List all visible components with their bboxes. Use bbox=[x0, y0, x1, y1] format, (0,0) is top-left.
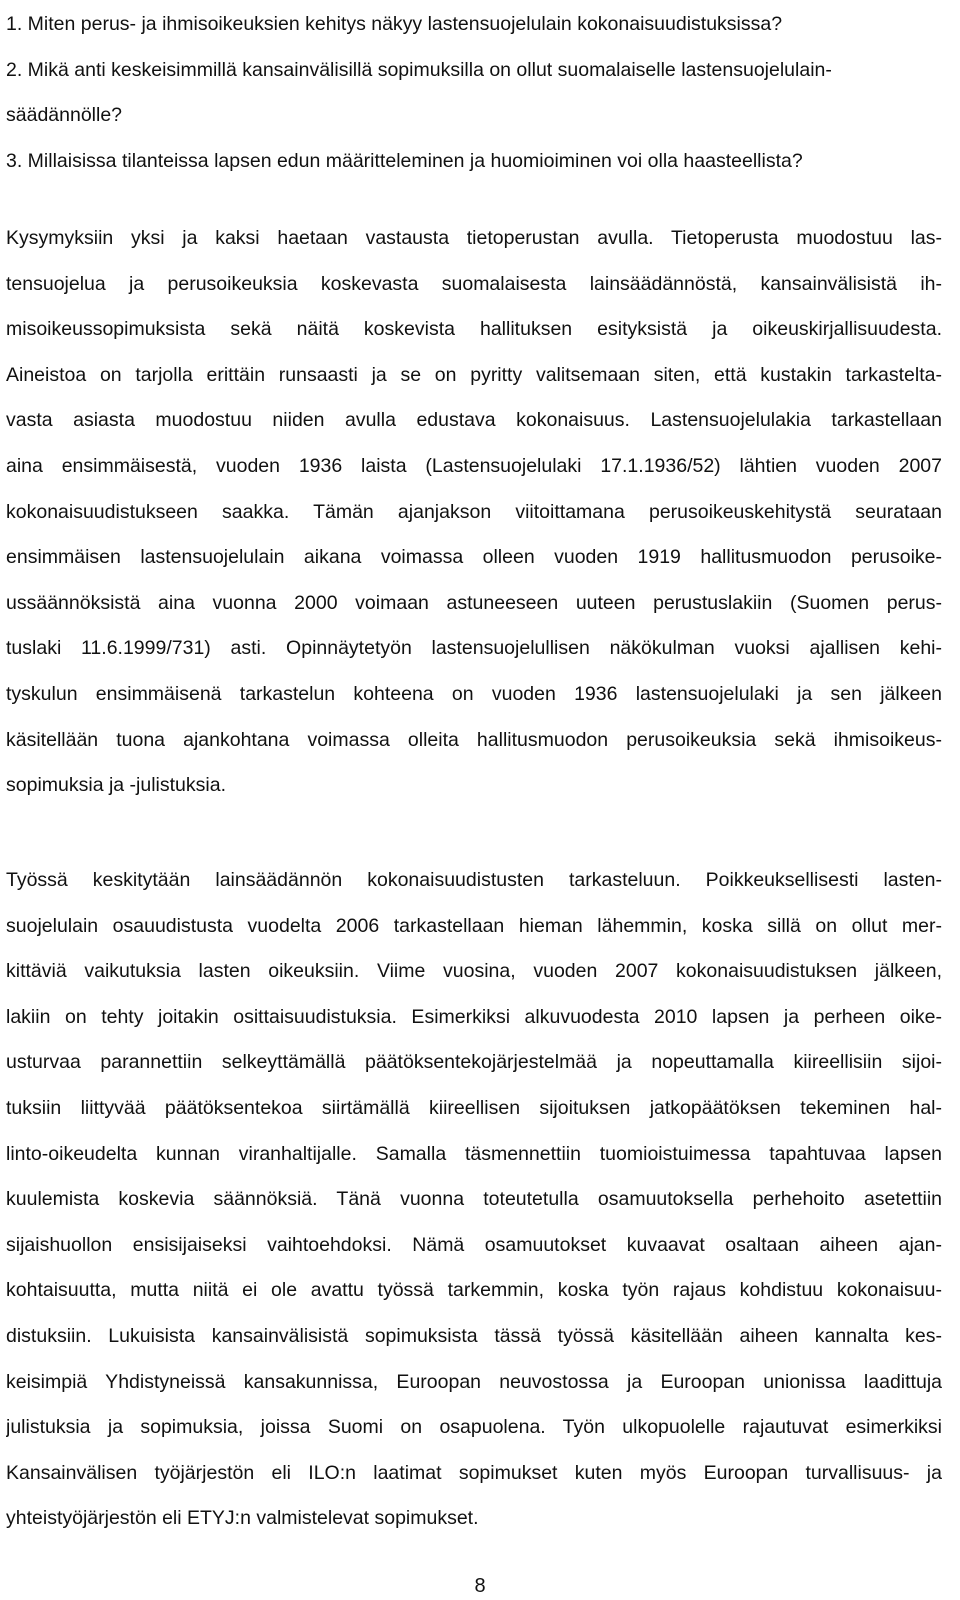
text-line: Kysymyksiin yksi ja kaksi haetaan vastausta tietoperustan avulla. Tietoperusta muodostuu las- bbox=[6, 227, 942, 249]
text-line: yhteistyöjärjestön eli ETYJ:n valmistelevat sopimukset. bbox=[6, 1507, 479, 1530]
research-questions bbox=[6, 2, 941, 184]
text-line: distuksiin. Lukuisista kansainvälisistä sopimuksista tässä työssä käsitellään aiheen kannalta kes- bbox=[6, 1324, 942, 1347]
text-line: sijaishuollon ensisijaiseksi vaihtoehdoksi. Nämä osamuutokset kuvaavat osaltaan aiheen ajan- bbox=[6, 1233, 942, 1256]
text-line: Aineistoa on tarjolla erittäin runsaasti ja se on pyritty valitsemaan siten, että kustakin tarkastelta- bbox=[6, 363, 942, 386]
text-line: kittäviä vaikutuksia lasten oikeuksiin. Viime vuosina, vuoden 2007 kokonaisuudistuksen jälkeen, bbox=[6, 960, 942, 983]
text-line: suojelulain osauudistusta vuodelta 2006 tarkastellaan hieman lähemmin, koska sillä on ollut mer- bbox=[6, 914, 942, 937]
question-2-continuation: säädännölle? bbox=[6, 104, 123, 126]
question-2: 2. Mikä anti keskeisimmillä kansainvälisillä sopimuksilla on ollut suomalaiselle lastensuojelulain- bbox=[6, 58, 832, 81]
text-line: ussäännöksistä aina vuonna 2000 voimaan astuneeseen uuteen perustuslakiin (Suomen perus- bbox=[6, 591, 942, 614]
text-line: kuulemista koskevia säännöksiä. Tänä vuonna toteutetulla osamuutoksella perhehoito asetettiin bbox=[6, 1188, 942, 1211]
text-line: tensuojelua ja perusoikeuksia koskevasta suomalaisesta lainsäädännöstä, kansainvälisistä ih- bbox=[6, 272, 942, 295]
text-line: vasta asiasta muodostuu niiden avulla edustava kokonaisuus. Lastensuojelulakia tarkastellaan bbox=[6, 409, 942, 432]
question-3: 3. Millaisissa tilanteissa lapsen edun määritteleminen ja huomioiminen voi olla haasteellista? bbox=[6, 149, 803, 172]
paragraph-knowledge-base bbox=[6, 216, 942, 809]
text-line: misoikeussopimuksista sekä näitä koskevista hallituksen esityksistä ja oikeuskirjallisuudesta. bbox=[6, 318, 942, 341]
text-line: lakiin on tehty joitakin osittaisuudistuksia. Esimerkiksi alkuvuodesta 2010 lapsen ja perheen oike- bbox=[6, 1005, 942, 1028]
text-line: linto-oikeudelta kunnan viranhaltijalle. Samalla täsmennettiin tuomioistuimessa tapahtuvaa lapsen bbox=[6, 1142, 942, 1165]
page-number: 8 bbox=[474, 1575, 486, 1597]
text-line: keisimpiä Yhdistyneissä kansakunnissa, Euroopan neuvostossa ja Euroopan unionissa laadittuja bbox=[6, 1370, 942, 1393]
text-line: tuslaki 11.6.1999/731) asti. Opinnäytetyön lastensuojelullisen näkökulman vuoksi ajallisen kehi- bbox=[6, 637, 942, 660]
text-line: julistuksia ja sopimuksia, joissa Suomi on osapuolena. Työn ulkopuolelle rajautuvat esimerkiksi bbox=[6, 1416, 942, 1439]
text-line: tuksiin liittyvää päätöksentekoa siirtämällä kiireellisen sijoituksen jatkopäätöksen tekeminen hal- bbox=[6, 1096, 942, 1119]
question-1: 1. Miten perus- ja ihmisoikeuksien kehitys näkyy lastensuojelulain kokonaisuudistuksissa? bbox=[6, 13, 783, 35]
text-line: aina ensimmäisestä, vuoden 1936 laista (Lastensuojelulaki 17.1.1936/52) lähtien vuoden 2007 bbox=[6, 454, 942, 477]
text-line: sopimuksia ja -julistuksia. bbox=[6, 774, 226, 797]
paragraph-scope bbox=[6, 858, 942, 1542]
text-line: Kansainvälisen työjärjestön eli ILO:n laatimat sopimukset kuten myös Euroopan turvallisuus- ja bbox=[6, 1461, 942, 1484]
text-line: käsitellään tuona ajankohtana voimassa olleita hallitusmuodon perusoikeuksia sekä ihmisoikeus- bbox=[6, 728, 942, 751]
text-line: kohtaisuutta, mutta niitä ei ole avattu työssä tarkemmin, koska työn rajaus kohdistuu kokonaisuu- bbox=[6, 1279, 942, 1302]
text-line: usturvaa parannettiin selkeyttämällä päätöksentekojärjestelmää ja nopeuttamalla kiireellisiin sijoi- bbox=[6, 1051, 942, 1074]
text-line: kokonaisuudistukseen saakka. Tämän ajanjakson viitoittamana perusoikeuskehitystä seurataan bbox=[6, 500, 942, 523]
text-line: Työssä keskitytään lainsäädännön kokonaisuudistusten tarkasteluun. Poikkeuksellisesti lasten- bbox=[6, 869, 942, 891]
text-line: tyskulun ensimmäisenä tarkastelun kohteena on vuoden 1936 lastensuojelulaki ja sen jälkeen bbox=[6, 682, 942, 705]
text-line: ensimmäisen lastensuojelulain aikana voimassa olleen vuoden 1919 hallitusmuodon perusoike- bbox=[6, 546, 942, 569]
